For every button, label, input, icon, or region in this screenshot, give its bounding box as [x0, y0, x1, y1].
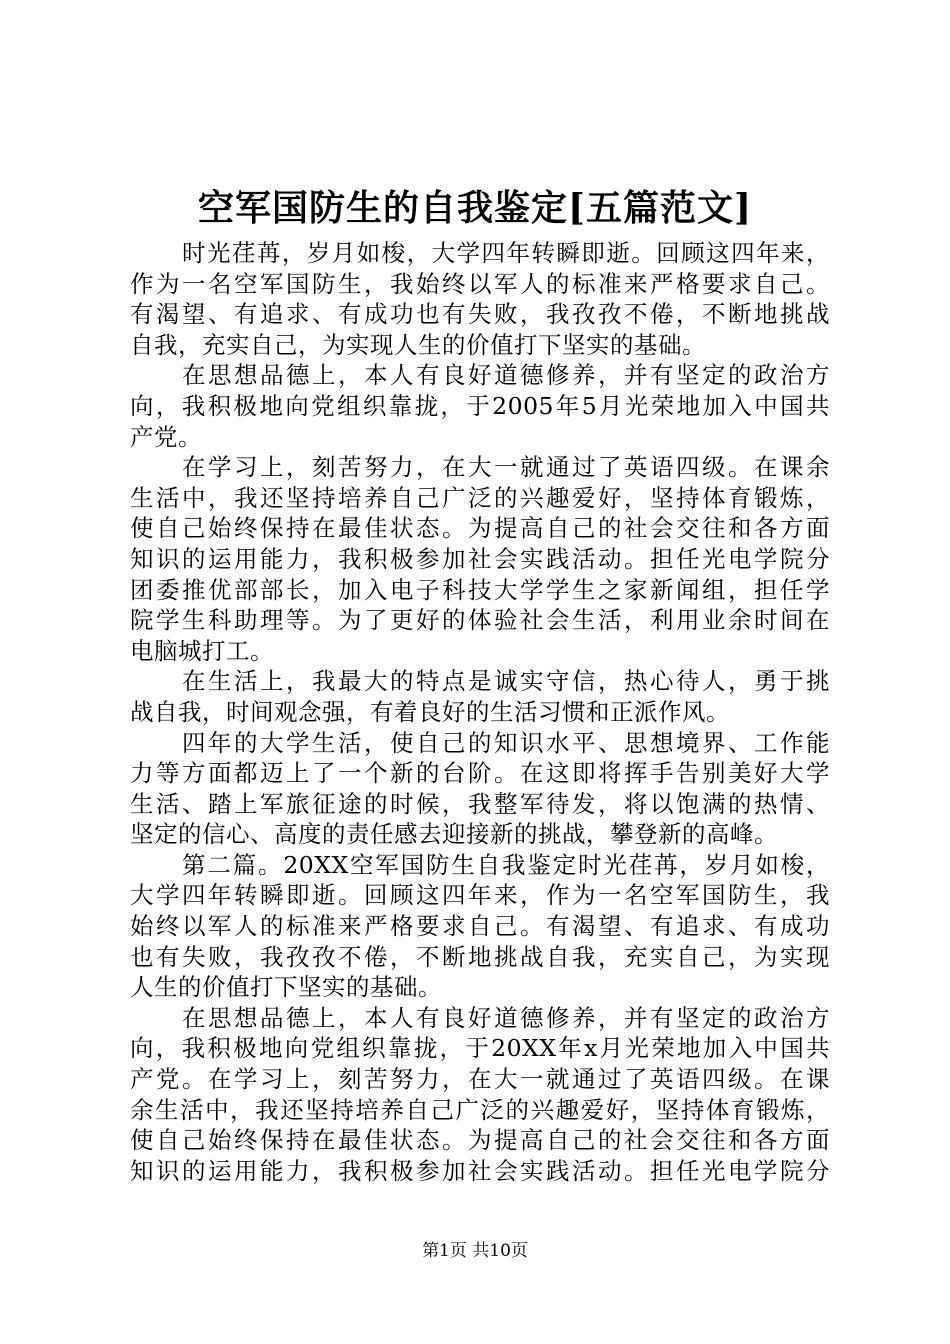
text-line: 时光荏苒，岁月如梭，大学四年转瞬即逝。回顾这四年来， [182, 239, 830, 267]
text-line: 力等方面都迈上了一个新的台阶。在这即将挥手告别美好大学 [130, 759, 830, 788]
text-line: 生活、踏上军旅征途的时候，我整军待发，将以饱满的热情、 [130, 789, 830, 818]
text-line: 电脑城打工。 [130, 636, 274, 665]
text-line: 团委推优部部长，加入电子科技大学学生之家新闻组，担任学 [130, 575, 830, 604]
text-line: 向，我积极地向党组织靠拢，于20XX年x月光荣地加入中国共 [130, 1034, 830, 1063]
text-line: 生活中，我还坚持培养自己广泛的兴趣爱好，坚持体育锻炼， [130, 483, 830, 512]
text-line: 人生的价值打下坚实的基础。 [130, 973, 442, 1002]
text-line: 余生活中，我还坚持培养自己广泛的兴趣爱好，坚持体育锻炼， [130, 1095, 830, 1124]
text-line: 四年的大学生活，使自己的知识水平、思想境界、工作能 [182, 728, 830, 757]
text-line: 知识的运用能力，我积极参加社会实践活动。担任光电学院分 [130, 1156, 830, 1185]
text-line: 始终以军人的标准来严格要求自己。有渴望、有追求、有成功 [130, 912, 830, 941]
text-line: 也有失败，我孜孜不倦，不断地挑战自我，充实自己，为实现 [130, 942, 830, 971]
document-body [130, 238, 830, 1186]
text-line: 有渴望、有追求、有成功也有失败，我孜孜不倦，不断地挑战 [130, 300, 830, 329]
text-line: 在生活上，我最大的特点是诚实守信，热心待人，勇于挑 [182, 667, 830, 696]
text-line: 作为一名空军国防生，我始终以军人的标准来严格要求自己。 [130, 269, 830, 298]
text-line: 大学四年转瞬即逝。回顾这四年来，作为一名空军国防生，我 [130, 881, 830, 910]
text-line: 在思想品德上，本人有良好道德修养，并有坚定的政治方 [182, 1003, 830, 1032]
text-line: 产党。在学习上，刻苦努力，在大一就通过了英语四级。在课 [130, 1065, 830, 1094]
text-line: 知识的运用能力，我积极参加社会实践活动。担任光电学院分 [130, 544, 830, 573]
text-line: 在学习上，刻苦努力，在大一就通过了英语四级。在课余 [182, 453, 830, 482]
text-line: 向，我积极地向党组织靠拢，于2005年5月光荣地加入中国共 [130, 391, 830, 420]
text-line: 在思想品德上，本人有良好道德修养，并有坚定的政治方 [182, 361, 830, 390]
text-line: 产党。 [130, 422, 202, 451]
document-title: 空军国防生的自我鉴定[五篇范文] [197, 187, 753, 229]
text-line: 院学生科助理等。为了更好的体验社会生活，利用业余时间在 [130, 606, 830, 635]
page-number-footer: 第1页 共10页 [422, 1241, 528, 1261]
text-line: 坚定的信心、高度的责任感去迎接新的挑战，攀登新的高峰。 [130, 820, 778, 849]
text-line: 使自己始终保持在最佳状态。为提高自己的社会交往和各方面 [130, 1126, 830, 1155]
text-line: 自我，充实自己，为实现人生的价值打下坚实的基础。 [130, 330, 706, 359]
text-line: 第二篇。20XX空军国防生自我鉴定时光荏苒，岁月如梭， [182, 850, 830, 879]
text-line: 使自己始终保持在最佳状态。为提高自己的社会交往和各方面 [130, 514, 830, 543]
text-line: 战自我，时间观念强，有着良好的生活习惯和正派作风。 [130, 697, 730, 726]
